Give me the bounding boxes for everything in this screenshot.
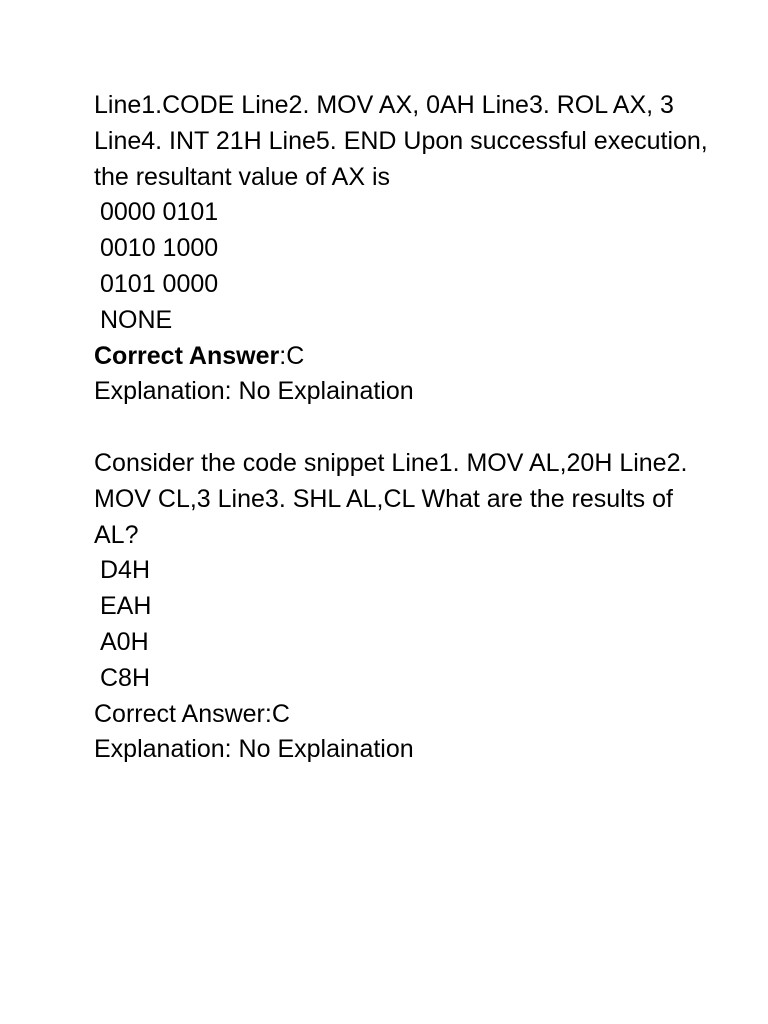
explanation-text: Explanation: No Explaination bbox=[94, 377, 414, 406]
correct-answer-line bbox=[94, 697, 714, 733]
answer-option: 0101 0000 bbox=[100, 269, 219, 298]
answer-option: 0010 1000 bbox=[100, 234, 219, 263]
answer-option: A0H bbox=[100, 627, 149, 656]
question-block-2 bbox=[94, 446, 714, 768]
answer-option: EAH bbox=[100, 592, 152, 621]
correct-answer-value: :C bbox=[279, 341, 305, 370]
correct-answer-line bbox=[94, 339, 714, 375]
answer-option: 0000 0101 bbox=[100, 198, 219, 227]
correct-answer-label: Correct Answer bbox=[94, 341, 280, 370]
correct-answer-value: :C bbox=[264, 699, 290, 728]
correct-answer-label: Correct Answer bbox=[94, 699, 265, 728]
document-page bbox=[94, 88, 714, 768]
answer-option: D4H bbox=[100, 556, 151, 585]
question-text: Line1.CODE Line2. MOV AX, 0AH Line3. ROL AX, 3 Line4. INT 21H Line5. END Upon successful execution, the resultant value of AX is bbox=[94, 91, 708, 191]
explanation-text: Explanation: No Explaination bbox=[94, 735, 414, 764]
question-block-1 bbox=[94, 88, 714, 410]
question-text: Consider the code snippet Line1. MOV AL,20H Line2. MOV CL,3 Line3. SHL AL,CL What are the results of AL? bbox=[94, 448, 688, 549]
answer-option: C8H bbox=[100, 663, 151, 692]
answer-option: NONE bbox=[100, 305, 173, 334]
